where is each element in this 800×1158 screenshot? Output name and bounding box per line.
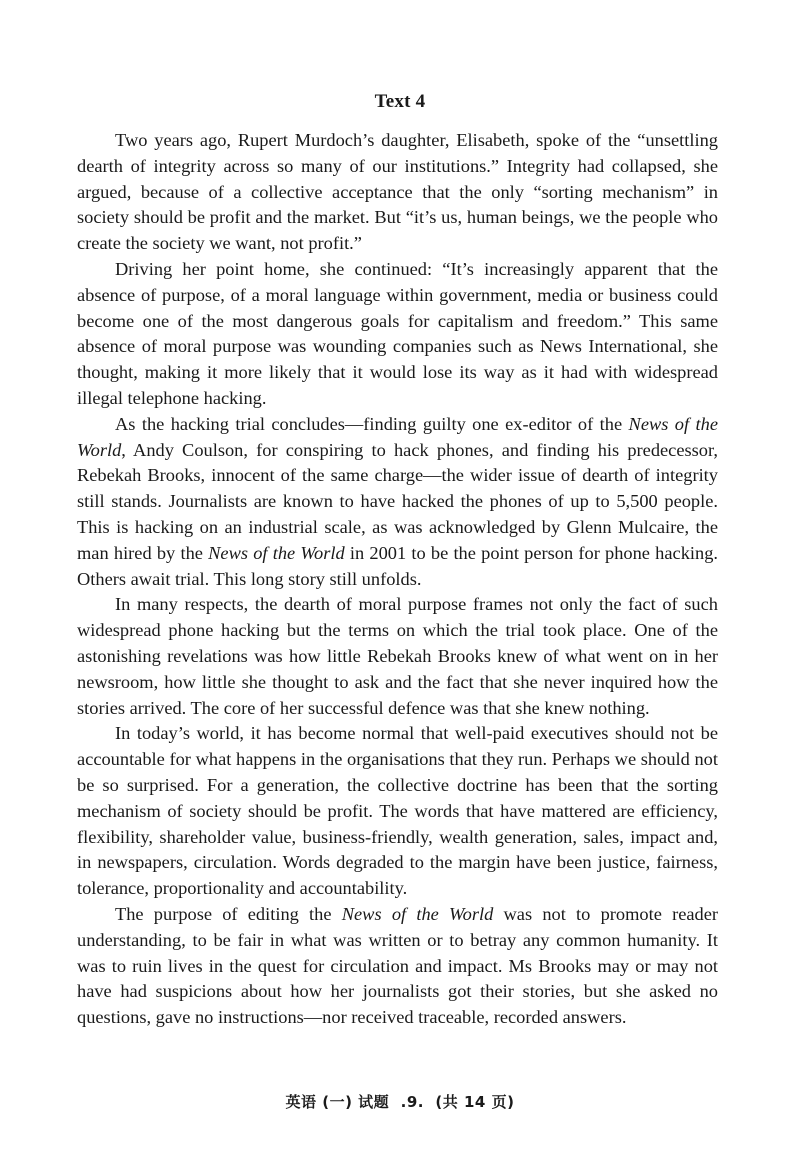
paragraph-3 [77, 412, 718, 593]
page-footer: 英语 (一) 试题 .9. (共 14 页) [285, 1093, 515, 1111]
newspaper-title: News of the World [208, 542, 345, 563]
paragraph-text: , Andy Coulson, for conspiring to hack phones, and finding his predecessor, Rebekah Brooks, innocent of the same charge—the wider issue of dearth of integrity still stands. Journalists are known to have hacked the phones of up to 5,500 people. This is hacking on an industrial scale, as was acknowledged by Glenn Mulcaire, the man hired by the [77, 439, 718, 563]
paragraph-2 [77, 257, 718, 412]
paragraph-5 [77, 721, 718, 902]
paragraph-text: was not to promote reader understanding, to be fair in what was written or to betray any common humanity. It was to ruin lives in the quest for circulation and impact. Ms Brooks may or may not have had suspicions about how her journalists got their stories, but she asked no questions, gave no instructions—nor received traceable, recorded answers. [77, 903, 718, 1028]
article-body [77, 128, 718, 1031]
paragraph-text: In today’s world, it has become normal that well-paid executives should not be accountable for what happens in the organisations that they run. Perhaps we should not be so surprised. For a generation, the collective doctrine has been that the sorting mechanism of society should be profit. The words that have mattered are efficiency, flexibility, shareholder value, business-friendly, wealth generation, sales, impact and, in newspapers, circulation. Words degraded to the margin have been justice, fairness, tolerance, proportionality and accountability. [77, 723, 718, 899]
paragraph-1 [77, 128, 718, 257]
page-title: Text 4 [374, 91, 426, 112]
paragraph-text: In many respects, the dearth of moral purpose frames not only the fact of such widespread phone hacking but the terms on which the trial took place. One of the astonishing revelations was how little Rebekah Brooks knew of what went on in her newsroom, how little she thought to ask and the fact that she never inquired how the stories arrived. The core of her successful defence was that she knew nothing. [77, 594, 718, 718]
paragraph-6 [77, 902, 718, 1031]
paragraph-text: As the hacking trial concludes—finding guilty one ex-editor of the [115, 413, 629, 434]
paragraph-text: Driving her point home, she continued: “It’s increasingly apparent that the absence of purpose, of a moral language within government, media or business could become one of the most dangerous goals for capitalism and freedom.” This same absence of moral purpose was wounding companies such as News International, she thought, making it more likely that it would lose its way as it had with widespread illegal telephone hacking. [77, 258, 718, 408]
paragraph-text: in 2001 to be the point person for phone hacking. Others await trial. This long story still unfolds. [77, 542, 718, 589]
paragraph-text: Two years ago, Rupert Murdoch’s daughter, Elisabeth, spoke of the “unsettling dearth of integrity across so many of our institutions.” Integrity had collapsed, she argued, because of a collective acceptance that the only “sorting mechanism” in society should be profit and the market. But “it’s us, human beings, we the people who create the society we want, not profit.” [77, 130, 718, 254]
newspaper-title: News of the World [341, 903, 494, 924]
paragraph-text: The purpose of editing the [115, 903, 342, 924]
paragraph-4 [77, 592, 718, 721]
newspaper-title: News of the World [77, 413, 718, 460]
